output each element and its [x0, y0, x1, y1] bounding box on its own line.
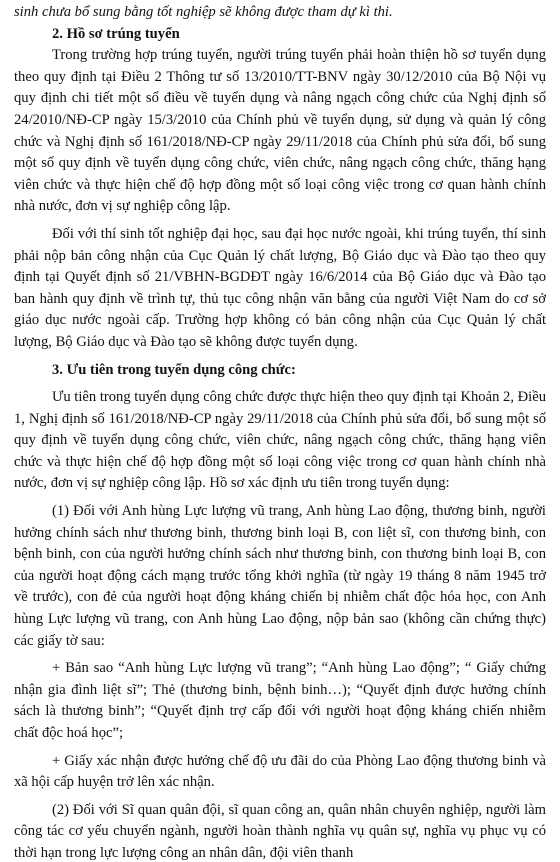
paragraph-6: + Giấy xác nhận được hưởng chế độ ưu đãi do của Phòng Lao động thương binh và xã hội cấp huyện trở lên xác nhận.	[14, 752, 546, 791]
paragraph-2: Đối với thí sinh tốt nghiệp đại học, sau đại học nước ngoài, khi trúng tuyển, thí sinh phải nộp bản công nhận của Cục Quản lý chất lượng, Bộ Giáo dục và Đào tạo theo quy định tại Quyết định số 21/VBHN-BGDĐT ngày 16/6/2014 của Bộ Giáo dục và Đào tạo ban hành quy định về trình tự, thủ tục công nhận văn bằng của người Việt Nam do cơ sở giáo dục nước ngoài cấp. Trường hợp không có bản công nhận của Cục Quản lý chất lượng, Bộ Giáo dục và Đào tạo sẽ không được tuyển dụng.	[14, 225, 546, 350]
paragraph-3: Ưu tiên trong tuyển dụng công chức được thực hiện theo quy định tại Khoản 2, Điều 1, Nghị định số 161/2018/NĐ-CP ngày 29/11/2018 của Chính phủ sửa đổi, bổ sung một số quy định về tuyển dụng công chức, viên chức, nâng ngạch công chức, thăng hạng viên chức và thực hiện chế độ hợp đồng một số loại công việc trong cơ quan hành chính nhà nước, đơn vị sự nghiệp công lập. Hồ sơ xác định ưu tiên trong tuyển dụng:	[14, 389, 546, 492]
section-heading-2: 2. Hồ sơ trúng tuyển	[52, 25, 180, 42]
paragraph-4: (1) Đối với Anh hùng Lực lượng vũ trang, Anh hùng Lao động, thương binh, người hưởng chính sách như thương binh, thương binh loại B, con liệt sĩ, con thương binh, con bệnh binh, con của người hưởng chính sách như thương binh, con thương binh loại B, con của người hoạt động cách mạng trước tổng khởi nghĩa (từ ngày 19 tháng 8 năm 1945 trở về trước), con đẻ của người hoạt động kháng chiến bị nhiễm chất độc hóa học, con Anh hùng Lực lượng vũ trang, con Anh hùng Lao động, nộp bản sao (không cần chứng thực) các giấy tờ sau:	[14, 503, 546, 649]
section-heading-3: 3. Ưu tiên trong tuyển dụng công chức:	[52, 361, 296, 378]
paragraph-1: Trong trường hợp trúng tuyển, người trúng tuyển phải hoàn thiện hồ sơ tuyển dụng theo quy định tại Điều 2 Thông tư số 13/2010/TT-BNV ngày 30/12/2010 của Bộ Nội vụ quy định chi tiết một số điều về tuyển dụng và nâng ngạch công chức của Nghị định số 24/2010/NĐ-CP ngày 15/3/2010 của Chính phủ về tuyển dụng, sử dụng và quản lý công chức và Nghị định số 161/2018/NĐ-CP ngày 29/11/2018 của Chính phủ sửa đổi, bổ sung một số quy định về tuyển dụng công chức, viên chức, nâng ngạch công chức, thăng hạng viên chức và thực hiện chế độ hợp đồng một số loại công việc trong cơ quan hành chính nhà nước, đơn vị sự nghiệp công lập.	[14, 47, 546, 215]
paragraph-7: (2) Đối với Sĩ quan quân đội, sĩ quan công an, quân nhân chuyên nghiệp, người làm công tác cơ yếu chuyển ngành, người hoàn thành nghĩa vụ quân sự, nghĩa vụ phục vụ có thời hạn trong lực lượng công an nhân dân, đội viên thanh	[14, 801, 546, 861]
paragraph-5: + Bản sao “Anh hùng Lực lượng vũ trang”; “Anh hùng Lao động”; “ Giấy chứng nhận gia đình liệt sĩ”; Thẻ (thương binh, bệnh binh…); “Quyết định được hưởng chính sách là thương binh”; “Quyết định trợ cấp đối với người hoạt động kháng chiến nhiễm chất độc hoá học”;	[14, 660, 546, 741]
intro-tail-line: sinh chưa bổ sung bằng tốt nghiệp sẽ không được tham dự kì thi.	[14, 4, 393, 20]
